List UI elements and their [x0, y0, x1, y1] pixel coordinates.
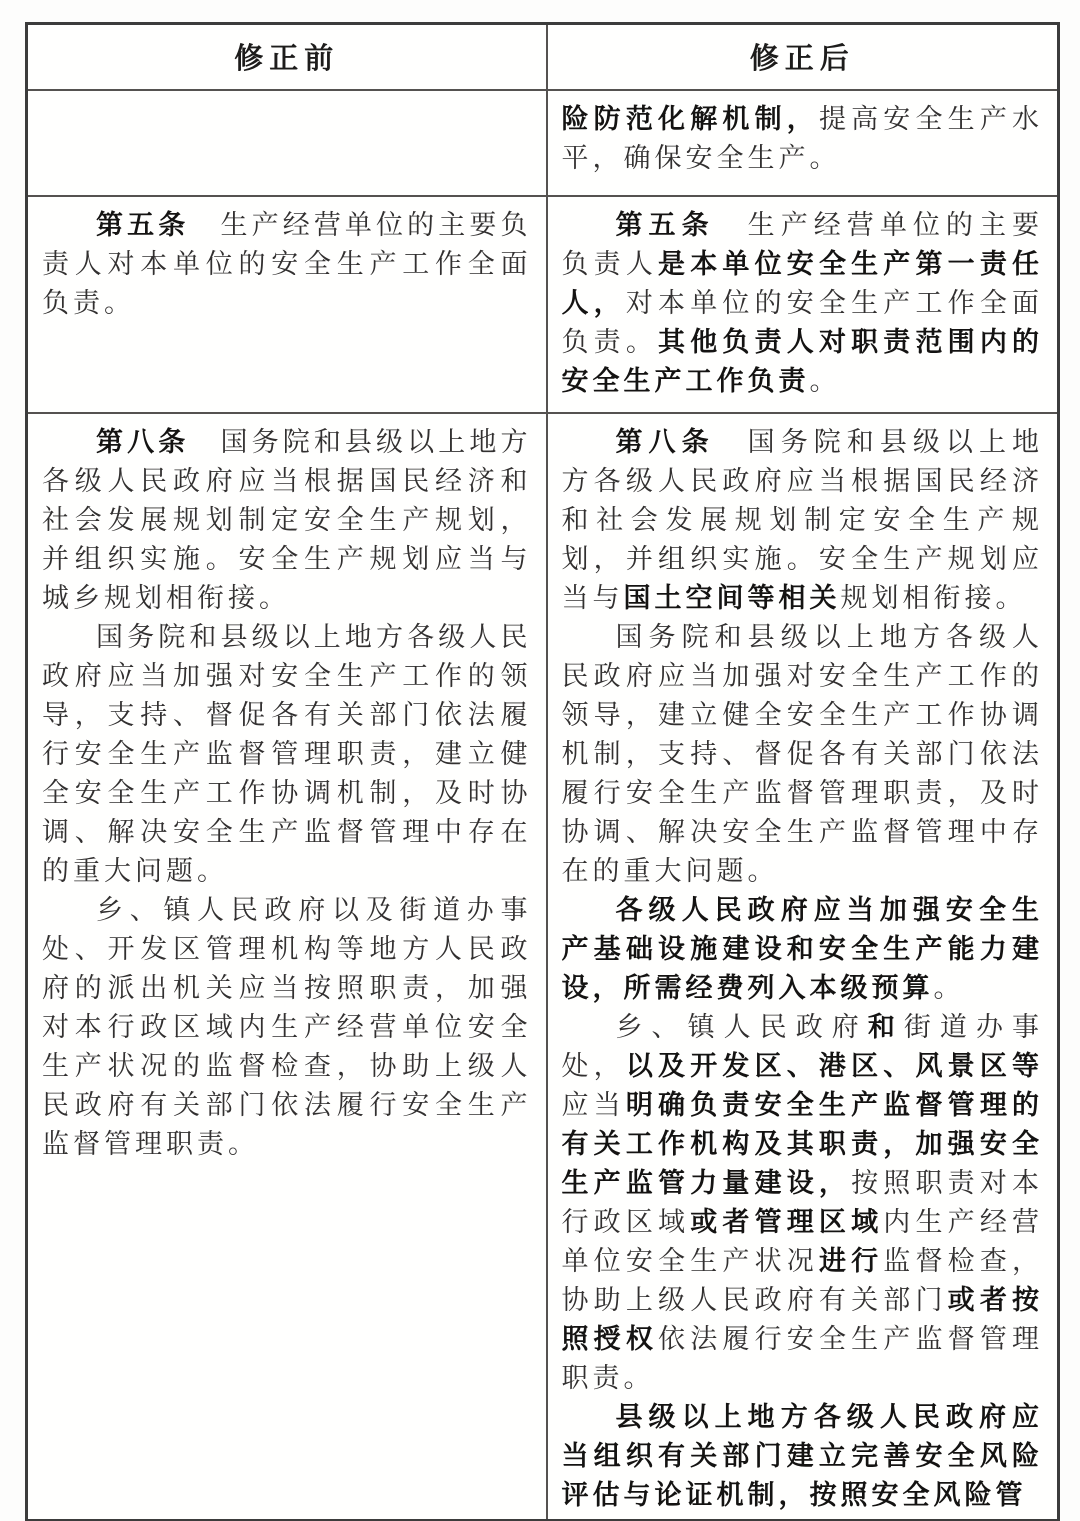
paragraph	[562, 618, 1044, 891]
amended-text-run: 第五条	[96, 209, 190, 240]
text-run: 内生产经营单位安全生产状况	[561, 1206, 1044, 1276]
amended-text-run: 明确负责安全生产监督管理的有关工作机构及其职责，加强安全生产监管力量建设，	[561, 1089, 1044, 1198]
row-continued-clause-after-cell	[547, 90, 1059, 196]
row-article-5	[27, 196, 1059, 413]
paragraph	[42, 891, 532, 1164]
paragraph	[562, 891, 1044, 1008]
text-run: 国务院和县级以上地方各级人民政府应当根据国民经济和社会发展规划制定安全生产规划，并组织实施。安全生产规划应当与	[561, 426, 1043, 613]
amended-text-run: 或者管理区域	[690, 1206, 884, 1237]
text-run: 。	[933, 972, 965, 1003]
row-article-8	[27, 413, 1059, 1521]
row-article-8-after-cell	[547, 413, 1059, 1521]
text-run: 生产经营单位的主要负责人对本单位的安全生产工作全面负责。	[42, 209, 532, 318]
text-run: 国务院和县级以上地方各级人民政府应当加强对安全生产工作的领导，支持、督促各有关部门依法履行安全生产监督管理职责，建立健全安全生产工作协调机制，及时协调、解决安全生产监督管理中存在的重大问题。	[42, 621, 532, 886]
amended-text-run: 或者按照授权	[561, 1284, 1044, 1354]
paragraph	[42, 423, 532, 618]
text-run: 应当	[561, 1089, 626, 1120]
amended-text-run: 各级人民政府应当加强安全生产基础设施建设和安全生产能力建设，所需经费列入本级预算	[561, 894, 1043, 1003]
paragraph	[562, 1008, 1044, 1398]
paragraph	[562, 100, 1044, 178]
row-article-5-before-cell	[27, 196, 547, 413]
text-run: 监督检查，协助上级人民政府有关部门	[561, 1245, 1044, 1315]
paragraph	[42, 618, 532, 891]
text-run: 。	[809, 365, 841, 396]
row-article-5-after-cell	[547, 196, 1059, 413]
text-run: 生产经营单位的主要负责人	[561, 209, 1043, 279]
amended-text-run: 险防范化解机制，	[561, 103, 819, 134]
paragraph	[562, 206, 1044, 401]
amended-text-run: 其他负责人对职责范围内的安全生产工作负责	[561, 326, 1044, 396]
amended-text-run: 以及开发区、港区、风景区等	[625, 1050, 1044, 1081]
paragraph	[562, 423, 1044, 618]
amended-text-run: 是本单位安全生产第一责任人，	[561, 248, 1044, 318]
amended-text-run: 县级以上地方各级人民政府应当组织有关部门建立完善安全风险评估与论证机制，按照安全风险管	[561, 1401, 1043, 1510]
paragraph	[42, 206, 532, 323]
text-run: 依法履行安全生产监督管理职责。	[561, 1323, 1044, 1393]
paragraph	[562, 1398, 1044, 1515]
header-cell-after-amendment: 修正后	[547, 24, 1059, 90]
comparison-table	[25, 22, 1060, 1521]
row-article-8-before-cell	[27, 413, 547, 1521]
row-continued-clause-before-cell	[27, 90, 547, 196]
text-run: 街道办事处，	[561, 1011, 1044, 1081]
table-body	[27, 90, 1059, 1521]
text-run: 对本单位的安全生产工作全面负责。	[561, 287, 1044, 357]
text-run: 按照职责对本行政区域	[561, 1167, 1044, 1237]
amended-text-run: 第八条	[615, 426, 715, 457]
header-row	[27, 24, 1059, 90]
text-run: 提高安全生产水平，确保安全生产。	[561, 103, 1044, 173]
text-run: 国务院和县级以上地方各级人民政府应当根据国民经济和社会发展规划制定安全生产规划，并组织实施。安全生产规划应当与城乡规划相衔接。	[42, 426, 532, 613]
text-run: 规划相衔接。	[840, 582, 1027, 613]
amended-text-run: 国土空间等相关	[623, 582, 841, 613]
amended-text-run: 第八条	[96, 426, 190, 457]
amended-text-run: 第五条	[615, 209, 715, 240]
amended-text-run: 和	[867, 1011, 904, 1042]
table-header	[27, 24, 1059, 90]
text-run: 国务院和县级以上地方各级人民政府应当加强对安全生产工作的领导，建立健全安全生产工作协调机制，支持、督促各有关部门依法履行安全生产监督管理职责，及时协调、解决安全生产监督管理中存在的重大问题。	[561, 621, 1043, 886]
row-continued-clause	[27, 90, 1059, 196]
text-run: 乡、镇人民政府以及街道办事处、开发区管理机构等地方人民政府的派出机关应当按照职责，加强对本行政区域内生产经营单位安全生产状况的监督检查，协助上级人民政府有关部门依法履行安全生产监督管理职责。	[42, 894, 532, 1159]
text-run: 乡、镇人民政府	[615, 1011, 868, 1042]
header-cell-before-amendment: 修正前	[27, 24, 547, 90]
amended-text-run: 进行	[818, 1245, 884, 1276]
